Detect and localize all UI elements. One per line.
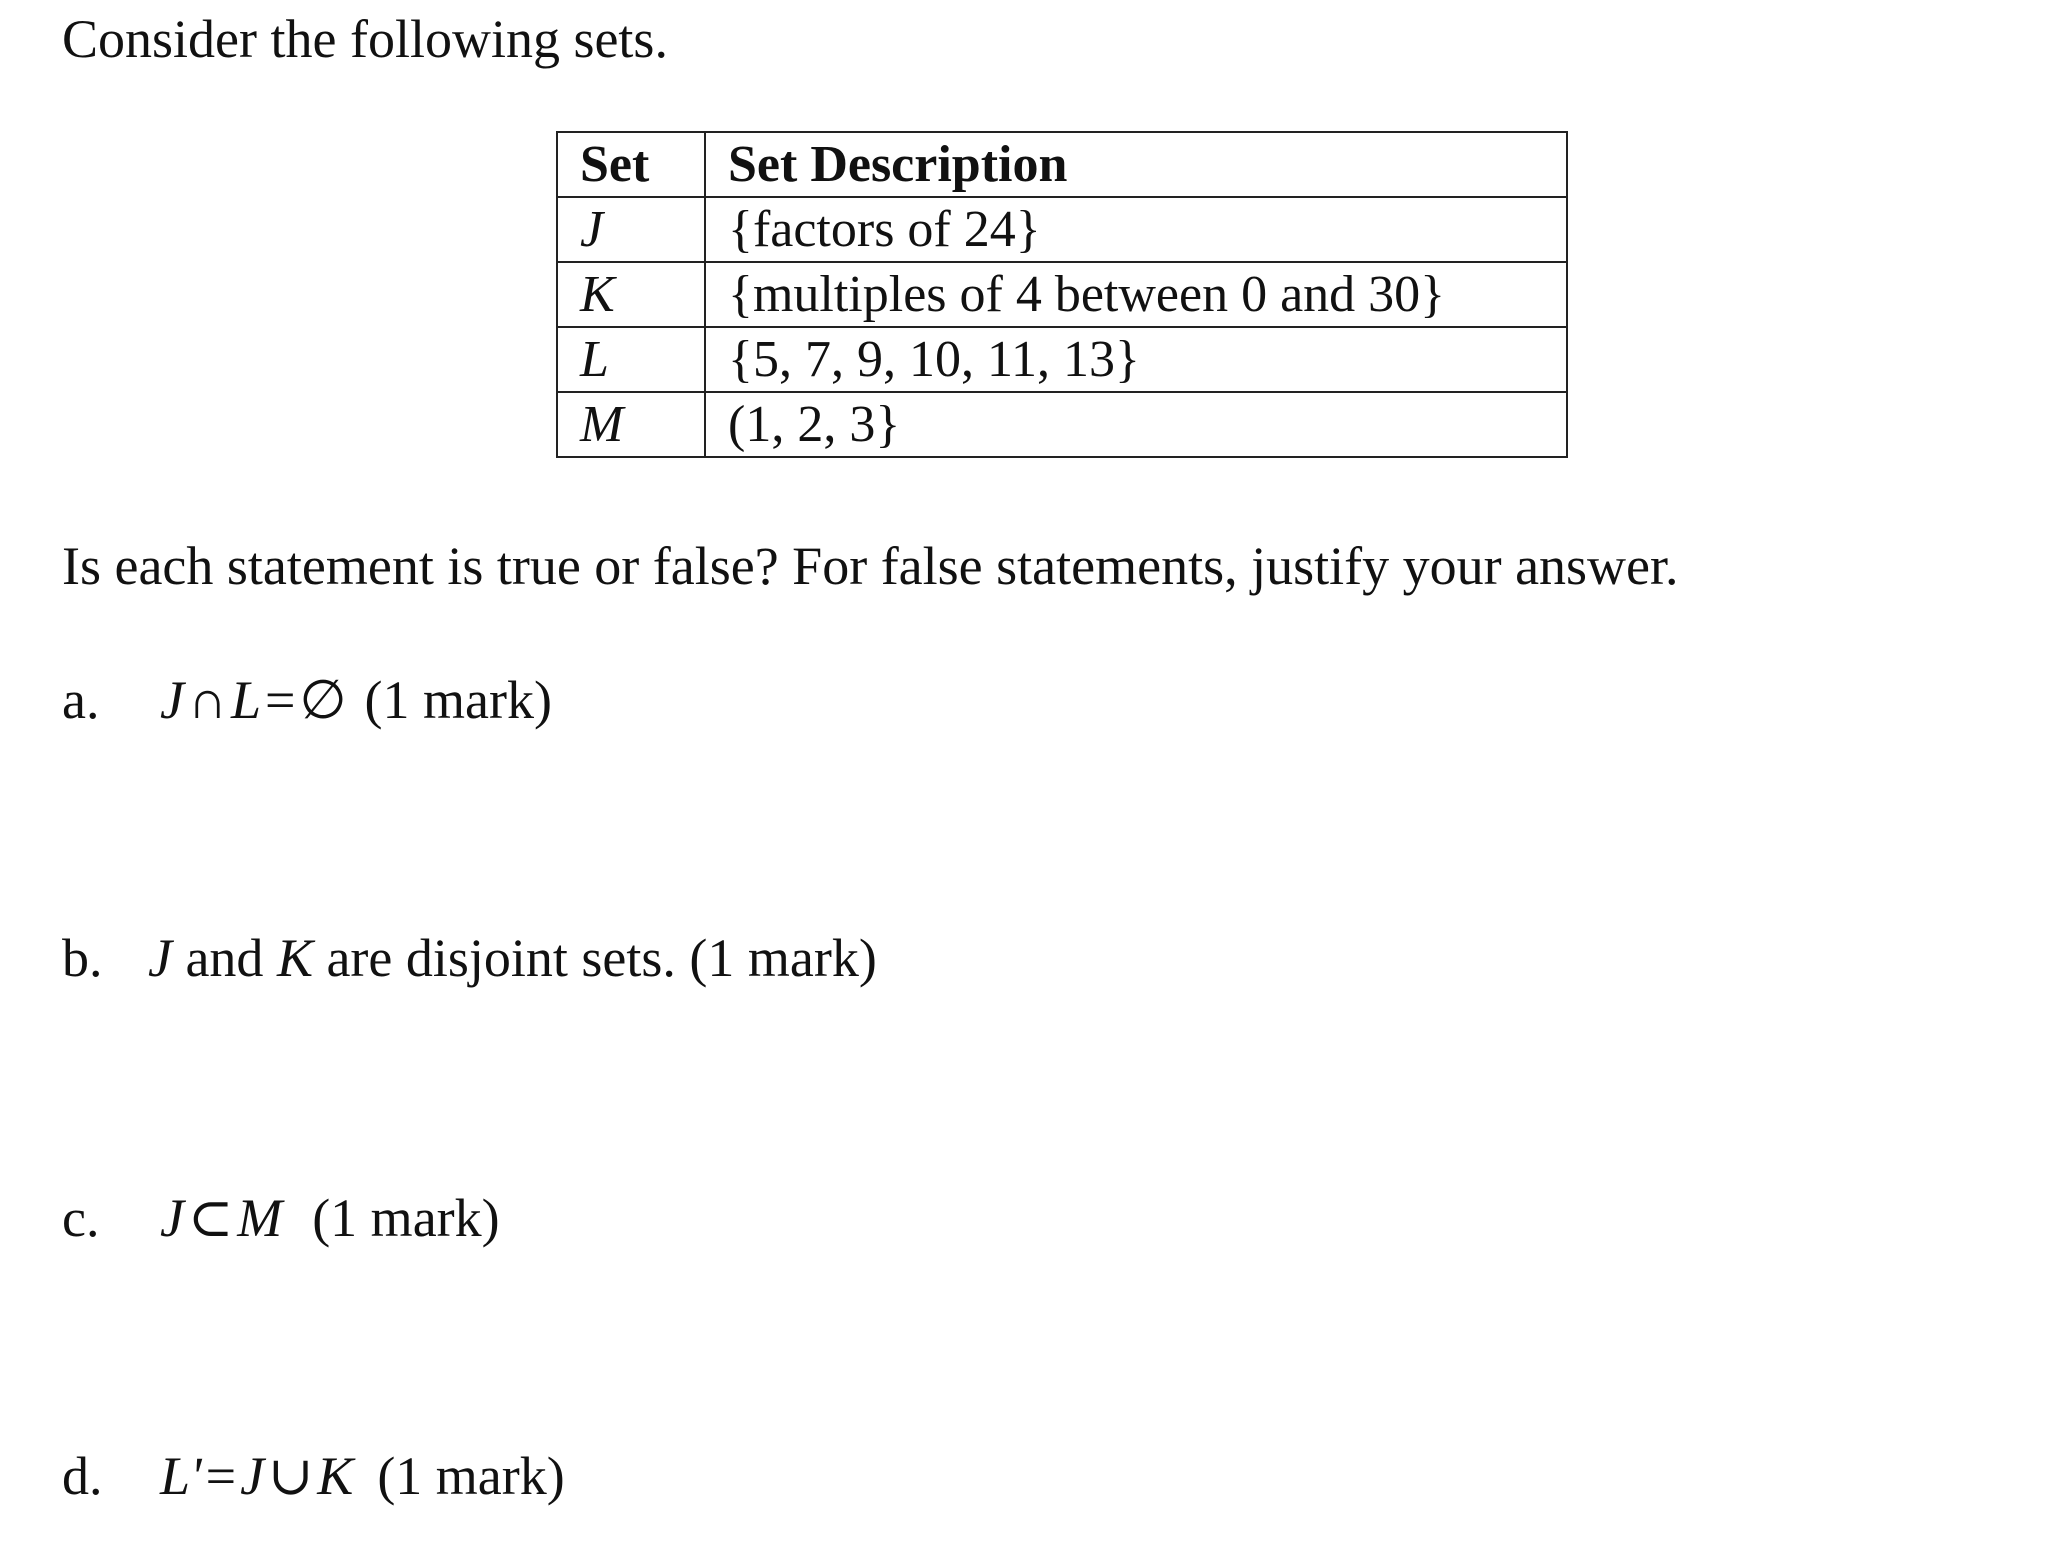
math-variable: L [230, 670, 262, 730]
set-name: L [557, 327, 705, 392]
question-statement [160, 670, 347, 730]
table-header-row [557, 132, 1567, 197]
empty-set-symbol: ∅ [299, 670, 347, 730]
header-set: Set [557, 132, 705, 197]
intersection-symbol: ∩ [187, 670, 227, 730]
question-label: c. [62, 1188, 100, 1248]
math-variable: J [160, 670, 184, 730]
math-variable: K [317, 1446, 354, 1506]
math-variable: K [276, 928, 313, 988]
question-statement [160, 1446, 353, 1506]
table-row [557, 392, 1567, 457]
math-variable: J [148, 928, 172, 988]
math-variable: J [160, 1188, 184, 1248]
instruction-text: Is each statement is true or false? For false statements, justify your answer. [62, 536, 1679, 596]
question-marks: (1 mark) [364, 670, 552, 730]
math-variable: J [240, 1446, 265, 1506]
question-statement [160, 1188, 282, 1248]
set-description: {factors of 24} [705, 197, 1567, 262]
math-variable: M [237, 1188, 283, 1248]
union-symbol: ∪ [268, 1446, 314, 1506]
math-variable: L' [160, 1446, 202, 1506]
statement-text: are disjoint sets. (1 mark) [312, 928, 877, 988]
question-marks: (1 mark) [377, 1446, 565, 1506]
set-name: K [557, 262, 705, 327]
equals-symbol: = [265, 670, 296, 730]
question-c [62, 1185, 500, 1251]
question-label: a. [62, 670, 100, 730]
question-a [62, 667, 552, 733]
intro-text: Consider the following sets. [62, 9, 668, 69]
set-description: {multiples of 4 between 0 and 30} [705, 262, 1567, 327]
subset-symbol: ⊂ [187, 1188, 234, 1248]
set-description: {5, 7, 9, 10, 11, 13} [705, 327, 1567, 392]
table-row [557, 262, 1567, 327]
set-description: (1, 2, 3} [705, 392, 1567, 457]
question-label: b. [62, 928, 103, 988]
statement-text: and [171, 928, 277, 988]
set-name: J [557, 197, 705, 262]
table-row [557, 197, 1567, 262]
question-b [62, 925, 877, 991]
question-statement [148, 928, 877, 988]
question-d [62, 1443, 565, 1509]
set-name: M [557, 392, 705, 457]
header-description: Set Description [705, 132, 1567, 197]
equals-symbol: = [205, 1446, 237, 1506]
table-row [557, 327, 1567, 392]
sets-table [556, 131, 1568, 458]
question-label: d. [62, 1446, 103, 1506]
question-marks: (1 mark) [312, 1188, 500, 1248]
